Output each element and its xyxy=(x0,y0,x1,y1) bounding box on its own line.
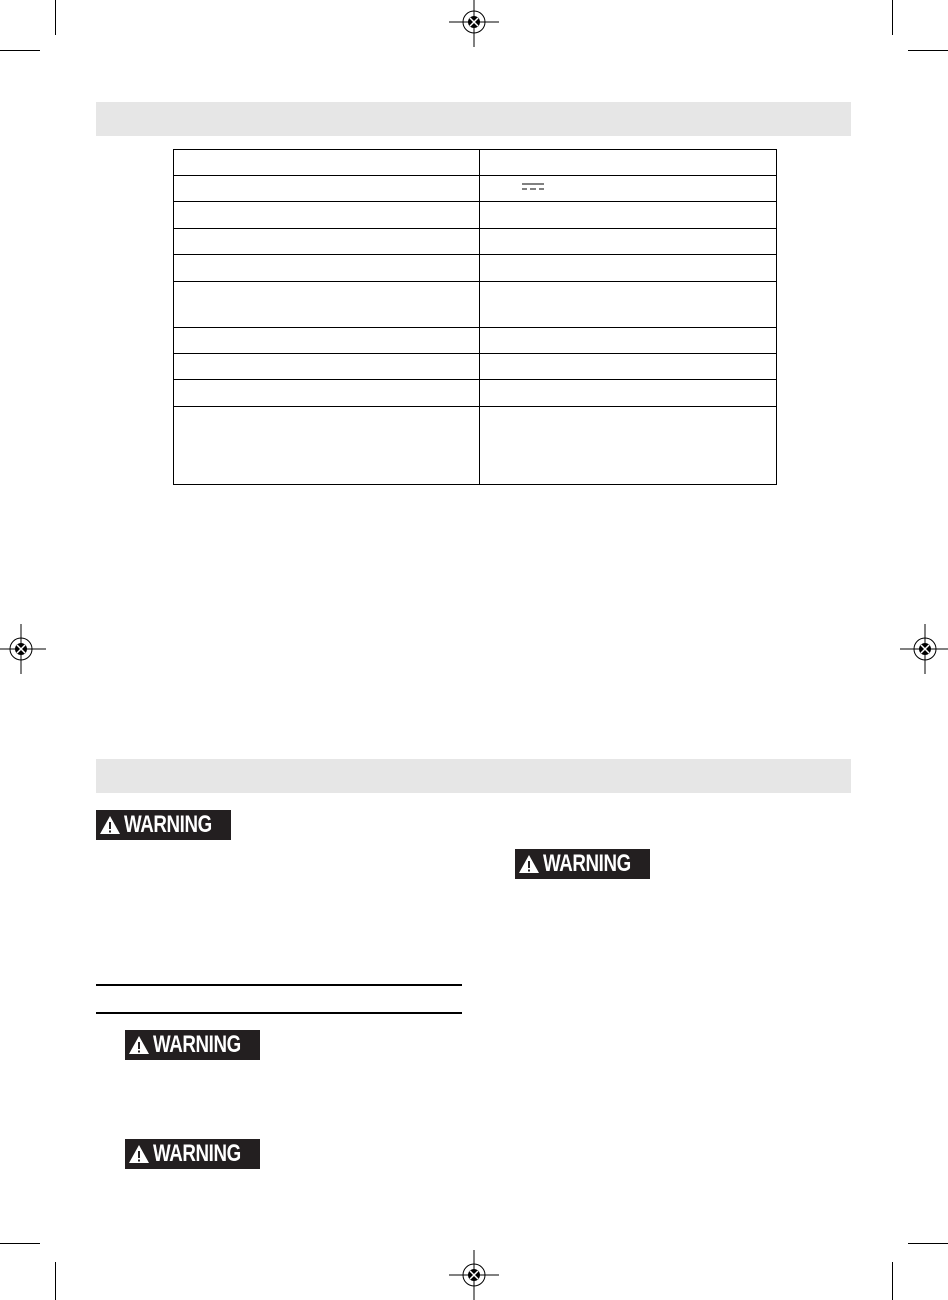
warning-triangle-icon xyxy=(128,1035,150,1055)
table-cell xyxy=(480,282,777,328)
table-cell xyxy=(480,380,777,407)
table-row xyxy=(174,354,777,380)
section-header-band xyxy=(96,759,851,793)
warning-label xyxy=(125,1139,260,1169)
warning-triangle-icon xyxy=(518,854,540,874)
table-cell xyxy=(174,328,480,354)
crop-mark xyxy=(0,1243,40,1244)
crop-mark xyxy=(908,50,948,51)
table-row xyxy=(174,255,777,282)
warning-triangle-icon xyxy=(99,815,121,835)
table-cell xyxy=(174,202,480,229)
table-cell xyxy=(480,328,777,354)
crop-mark xyxy=(892,0,893,35)
table-row xyxy=(174,150,777,176)
specifications-table xyxy=(173,149,777,485)
warning-text: WARNING xyxy=(543,850,631,877)
table-row xyxy=(174,229,777,255)
table-cell xyxy=(480,354,777,380)
table-row xyxy=(174,407,777,485)
crop-mark xyxy=(908,1243,948,1244)
crop-mark xyxy=(0,50,40,51)
crop-mark xyxy=(55,0,56,35)
warning-label xyxy=(125,1030,260,1060)
table-cell xyxy=(174,354,480,380)
table-cell xyxy=(480,202,777,229)
table-cell xyxy=(480,229,777,255)
warning-label xyxy=(515,849,650,879)
crop-mark xyxy=(55,1262,56,1300)
direct-current-symbol-icon xyxy=(522,183,544,193)
table-cell xyxy=(480,407,777,485)
warning-text: WARNING xyxy=(153,1140,241,1167)
warning-triangle-icon xyxy=(128,1144,150,1164)
warning-text: WARNING xyxy=(153,1031,241,1058)
table-cell xyxy=(174,176,480,202)
table-cell xyxy=(480,255,777,282)
registration-mark-icon xyxy=(449,1250,499,1300)
table-cell xyxy=(480,150,777,176)
table-cell xyxy=(174,150,480,176)
registration-mark-icon xyxy=(0,624,46,674)
table-cell xyxy=(480,176,777,202)
table-row xyxy=(174,202,777,229)
registration-mark-icon xyxy=(449,0,499,47)
crop-mark xyxy=(892,1262,893,1300)
table-row xyxy=(174,282,777,328)
table-cell xyxy=(174,282,480,328)
table-row xyxy=(174,328,777,354)
table-row xyxy=(174,380,777,407)
table-cell xyxy=(174,255,480,282)
section-header-band xyxy=(96,102,851,136)
warning-text: WARNING xyxy=(124,811,212,838)
section-rule xyxy=(96,984,462,986)
registration-mark-icon xyxy=(900,624,948,674)
warning-label xyxy=(96,810,231,840)
table-cell xyxy=(174,229,480,255)
section-rule xyxy=(96,1012,462,1014)
table-row xyxy=(174,176,777,202)
table-cell xyxy=(174,407,480,485)
table-cell xyxy=(174,380,480,407)
